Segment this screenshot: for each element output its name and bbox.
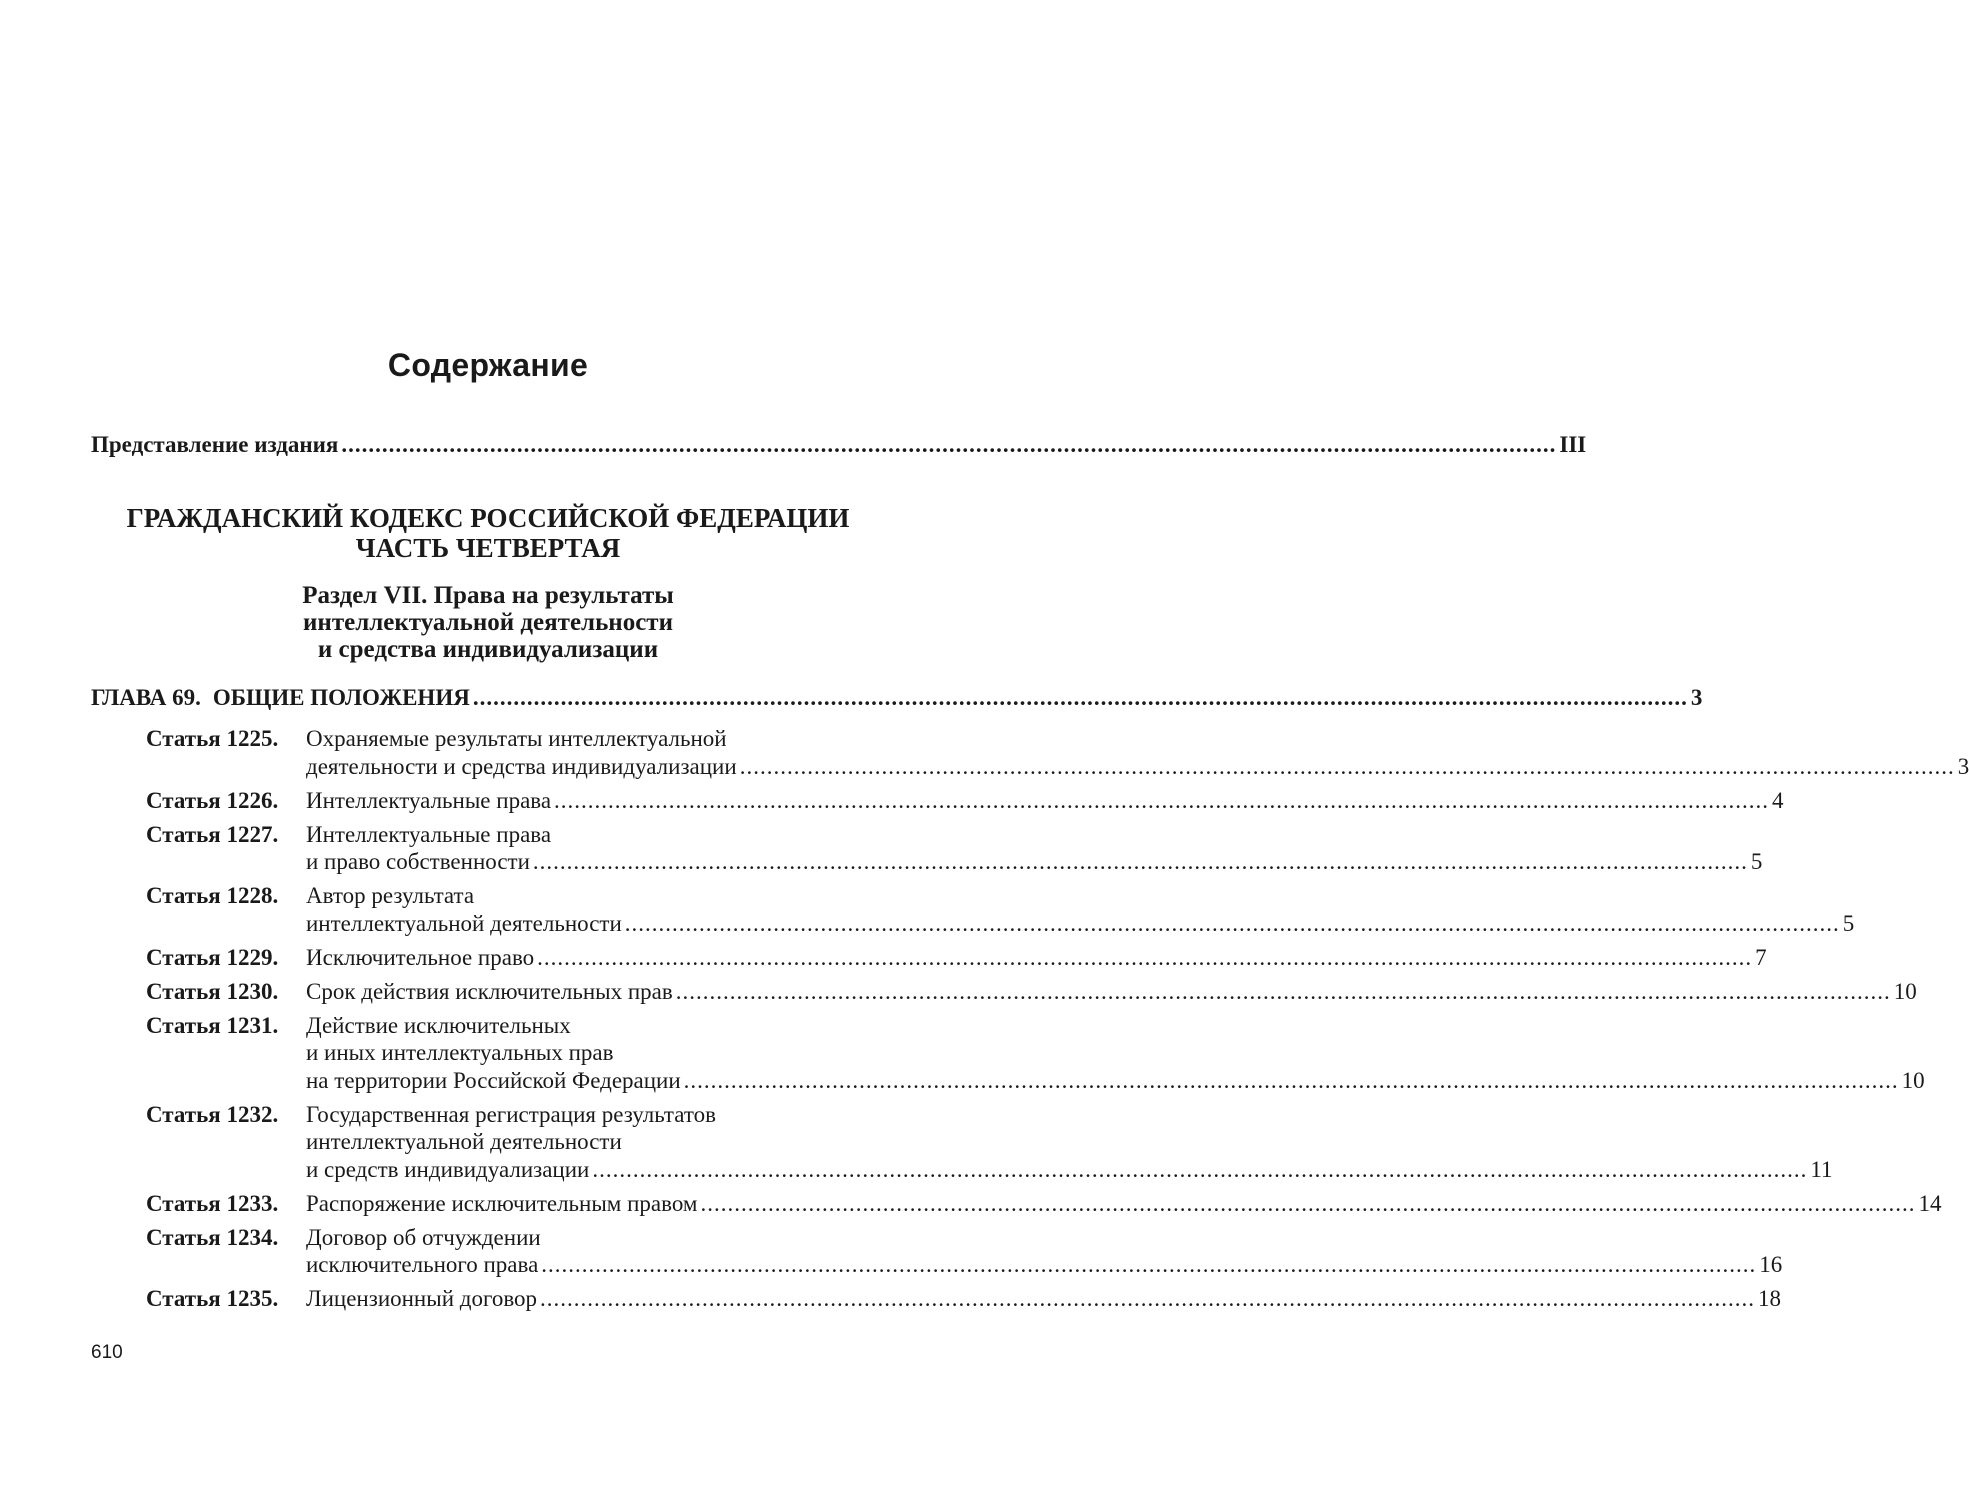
leader-dots: .................................................................................................................................................................................... [341,432,1557,457]
toc-entry-page: 10 [1893,978,1917,1004]
article-label: Статья 1234. [146,1224,279,1250]
toc-entry-page: 5 [1842,910,1855,936]
toc-entry-page: 5 [1750,849,1763,874]
article-label: Статья 1233. [146,1190,279,1216]
article-title [306,1285,1781,1313]
article-title-line: Автор результата [306,883,475,908]
toc-entry-page: 14 [1918,1190,1942,1216]
article-title [306,1190,1941,1218]
leader-dots: .................................................................................................................................................................................... [624,910,1840,936]
toc-entry-page: 16 [1759,1252,1783,1277]
toc-entry-chapter[interactable] [91,683,1703,713]
toc-entry-article[interactable] [146,944,1767,972]
article-title [306,1101,1833,1184]
article-title-line: Срок действия исключительных прав [306,978,673,1004]
article-title-last-line [306,848,1762,876]
article-label: Статья 1225. [146,726,279,751]
code-title [0,503,976,563]
leader-dots: .................................................................................................................................................................................... [683,1067,1899,1093]
page-number: 610 [91,1342,123,1363]
section-title-line: интеллектуальной деятельности [303,609,673,636]
leader-dots: .................................................................................................................................................................................... [739,753,1955,779]
toc-entry-page: III [1559,432,1587,457]
article-title-line: и иных интеллектуальных прав [306,1040,614,1065]
article-label: Статья 1235. [146,1286,279,1311]
toc-entry-article[interactable] [146,1224,1783,1279]
article-title [306,821,1762,876]
toc-entry-page: 18 [1758,1286,1782,1311]
article-title-last-line [306,910,1854,938]
chapter-label: ГЛАВА 69. [91,685,201,710]
article-title-line: Интеллектуальные права [306,821,552,847]
article-title-line: Действие исключительных [306,1012,571,1038]
toc-entry-article[interactable] [146,978,1917,1006]
section-title-line: Раздел VII. Права на результаты [302,582,674,609]
article-label: Статья 1228. [146,883,279,908]
article-title-last-line [306,944,1767,972]
article-title-line: и средств индивидуализации [306,1156,590,1182]
toc-entry-page: 10 [1901,1067,1925,1093]
toc-entry-article[interactable] [146,1190,1942,1218]
article-title-line: и право собственности [306,849,530,874]
section-title [0,582,976,663]
leader-dots: .................................................................................................................................................................................... [537,944,1753,970]
article-title [306,944,1767,972]
article-label: Статья 1226. [146,787,279,813]
article-title-line: исключительного права [306,1252,539,1277]
article-title [306,725,1969,780]
article-title-last-line [306,787,1784,815]
toc-entry-article[interactable] [146,1101,1833,1184]
page-title: Содержание [387,347,589,383]
article-title-last-line [306,1251,1782,1279]
article-title-last-line [306,1156,1833,1184]
article-label: Статья 1230. [146,978,279,1004]
leader-dots: .................................................................................................................................................................................... [675,978,1891,1004]
leader-dots: .................................................................................................................................................................................... [540,1286,1756,1311]
article-list [146,725,1969,1319]
toc-entry-page: 7 [1755,944,1767,970]
article-label: Статья 1227. [146,821,279,847]
article-title-line: на территории Российской Федерации [306,1067,681,1093]
chapter-title: ОБЩИЕ ПОЛОЖЕНИЯ [212,685,470,710]
article-title-last-line [306,1067,1925,1095]
toc-entry-article[interactable] [146,1012,1925,1095]
article-title-line: деятельности и средства индивидуализации [306,753,737,779]
section-title-line: и средства индивидуализации [317,636,659,663]
article-title-line: Договор об отчуждении [306,1224,541,1250]
article-title-last-line [306,978,1917,1006]
toc-entry-page: 4 [1772,787,1784,813]
leader-dots: .................................................................................................................................................................................... [532,849,1748,874]
toc-entry-page: 11 [1810,1156,1833,1182]
toc-entry-label: Представление издания [91,432,339,457]
article-label: Статья 1229. [146,944,279,970]
article-title [306,1012,1925,1095]
article-title-line: интеллектуальной деятельности [306,910,622,936]
article-label: Статья 1232. [146,1101,279,1127]
article-title-line: Распоряжение исключительным правом [306,1190,698,1216]
article-title-line: Лицензионный договор [306,1286,538,1311]
toc-entry-article[interactable] [146,725,1969,780]
article-label: Статья 1231. [146,1012,279,1038]
leader-dots: .................................................................................................................................................................................... [592,1156,1808,1182]
toc-entry-page: 3 [1957,753,1969,779]
article-title-line: Исключительное право [306,944,535,970]
code-title-line: ГРАЖДАНСКИЙ КОДЕКС РОССИЙСКОЙ ФЕДЕРАЦИИ [126,503,850,533]
toc-entry-article[interactable] [146,882,1855,937]
article-title [306,1224,1782,1279]
leader-dots: .................................................................................................................................................................................... [554,787,1770,813]
toc-entry-article[interactable] [146,1285,1782,1313]
toc-entry-page: 3 [1690,685,1703,710]
article-title [306,882,1854,937]
article-title-line: Охраняемые результаты интеллектуальной [306,726,727,751]
toc-entry-intro[interactable] [91,430,1587,460]
article-title [306,787,1784,815]
code-title-line: ЧАСТЬ ЧЕТВЕРТАЯ [355,533,621,563]
article-title-line: Интеллектуальные права [306,787,552,813]
article-title-last-line [306,1285,1781,1313]
toc-entry-article[interactable] [146,821,1763,876]
article-title-last-line [306,1190,1941,1218]
leader-dots: .................................................................................................................................................................................... [541,1252,1757,1277]
toc-entry-article[interactable] [146,787,1784,815]
leader-dots: .................................................................................................................................................................................... [472,685,1688,710]
article-title-line: Государственная регистрация результатов [306,1101,716,1127]
leader-dots: .................................................................................................................................................................................... [700,1190,1916,1216]
article-title-last-line [306,753,1969,781]
article-title [306,978,1917,1006]
article-title-line: интеллектуальной деятельности [306,1129,622,1154]
